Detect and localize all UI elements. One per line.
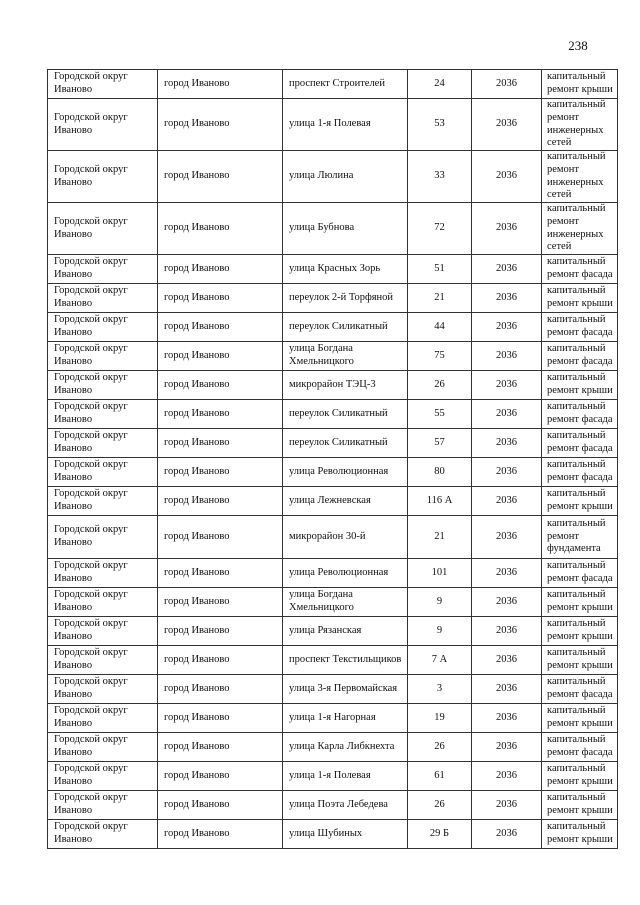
settlement-cell: город Иваново	[158, 400, 283, 429]
work-type-cell: капитальный ремонт крыши	[542, 487, 618, 516]
municipality-cell: Городской округ Иваново	[48, 516, 158, 559]
settlement-cell: город Иваново	[158, 313, 283, 342]
municipality-cell: Городской округ Иваново	[48, 791, 158, 820]
table-row	[48, 371, 618, 400]
municipality-cell: Городской округ Иваново	[48, 70, 158, 99]
house-number-cell: 72	[408, 203, 472, 255]
street-cell: улица Лежневская	[283, 487, 408, 516]
street-cell: улица 1-я Полевая	[283, 762, 408, 791]
table-row	[48, 400, 618, 429]
work-type-cell: капитальный ремонт крыши	[542, 704, 618, 733]
work-type-cell: капитальный ремонт фундамента	[542, 516, 618, 559]
municipality-cell: Городской округ Иваново	[48, 559, 158, 588]
settlement-cell: город Иваново	[158, 458, 283, 487]
municipality-cell: Городской округ Иваново	[48, 429, 158, 458]
table-row	[48, 458, 618, 487]
year-cell: 2036	[472, 646, 542, 675]
settlement-cell: город Иваново	[158, 588, 283, 617]
house-number-cell: 9	[408, 588, 472, 617]
work-type-cell: капитальный ремонт фасада	[542, 559, 618, 588]
year-cell: 2036	[472, 255, 542, 284]
settlement-cell: город Иваново	[158, 151, 283, 203]
municipality-cell: Городской округ Иваново	[48, 820, 158, 849]
table-row	[48, 151, 618, 203]
year-cell: 2036	[472, 588, 542, 617]
table-row	[48, 675, 618, 704]
municipality-cell: Городской округ Иваново	[48, 255, 158, 284]
house-number-cell: 51	[408, 255, 472, 284]
work-type-cell: капитальный ремонт фасада	[542, 429, 618, 458]
table-row	[48, 429, 618, 458]
settlement-cell: город Иваново	[158, 617, 283, 646]
year-cell: 2036	[472, 675, 542, 704]
house-number-cell: 75	[408, 342, 472, 371]
street-cell: улица Бубнова	[283, 203, 408, 255]
settlement-cell: город Иваново	[158, 733, 283, 762]
street-cell: проспект Текстильщиков	[283, 646, 408, 675]
work-type-cell: капитальный ремонт крыши	[542, 371, 618, 400]
settlement-cell: город Иваново	[158, 791, 283, 820]
year-cell: 2036	[472, 429, 542, 458]
street-cell: микрорайон ТЭЦ-3	[283, 371, 408, 400]
street-cell: улица Богдана Хмельницкого	[283, 588, 408, 617]
settlement-cell: город Иваново	[158, 429, 283, 458]
house-number-cell: 53	[408, 99, 472, 151]
year-cell: 2036	[472, 762, 542, 791]
table-row	[48, 791, 618, 820]
municipality-cell: Городской округ Иваново	[48, 458, 158, 487]
work-type-cell: капитальный ремонт крыши	[542, 820, 618, 849]
street-cell: улица Рязанская	[283, 617, 408, 646]
year-cell: 2036	[472, 516, 542, 559]
work-type-cell: капитальный ремонт крыши	[542, 617, 618, 646]
table-row	[48, 617, 618, 646]
table-row	[48, 99, 618, 151]
work-type-cell: капитальный ремонт фасада	[542, 458, 618, 487]
work-type-cell: капитальный ремонт инженерных сетей	[542, 99, 618, 151]
year-cell: 2036	[472, 313, 542, 342]
settlement-cell: город Иваново	[158, 203, 283, 255]
house-number-cell: 57	[408, 429, 472, 458]
house-number-cell: 26	[408, 371, 472, 400]
municipality-cell: Городской округ Иваново	[48, 588, 158, 617]
street-cell: улица Богдана Хмельницкого	[283, 342, 408, 371]
year-cell: 2036	[472, 371, 542, 400]
street-cell: проспект Строителей	[283, 70, 408, 99]
house-number-cell: 26	[408, 733, 472, 762]
table-row	[48, 516, 618, 559]
work-type-cell: капитальный ремонт инженерных сетей	[542, 151, 618, 203]
municipality-cell: Городской округ Иваново	[48, 733, 158, 762]
settlement-cell: город Иваново	[158, 487, 283, 516]
house-number-cell: 55	[408, 400, 472, 429]
year-cell: 2036	[472, 458, 542, 487]
year-cell: 2036	[472, 342, 542, 371]
year-cell: 2036	[472, 284, 542, 313]
settlement-cell: город Иваново	[158, 675, 283, 704]
work-type-cell: капитальный ремонт крыши	[542, 70, 618, 99]
settlement-cell: город Иваново	[158, 284, 283, 313]
house-number-cell: 61	[408, 762, 472, 791]
street-cell: улица Люлина	[283, 151, 408, 203]
work-type-cell: капитальный ремонт инженерных сетей	[542, 203, 618, 255]
street-cell: улица Революционная	[283, 559, 408, 588]
table-row	[48, 646, 618, 675]
work-type-cell: капитальный ремонт крыши	[542, 791, 618, 820]
table-row	[48, 342, 618, 371]
street-cell: переулок 2-й Торфяной	[283, 284, 408, 313]
work-type-cell: капитальный ремонт крыши	[542, 588, 618, 617]
year-cell: 2036	[472, 733, 542, 762]
work-type-cell: капитальный ремонт фасада	[542, 342, 618, 371]
work-type-cell: капитальный ремонт крыши	[542, 284, 618, 313]
house-number-cell: 24	[408, 70, 472, 99]
table-row	[48, 255, 618, 284]
work-type-cell: капитальный ремонт фасада	[542, 733, 618, 762]
table-row	[48, 284, 618, 313]
work-type-cell: капитальный ремонт фасада	[542, 255, 618, 284]
municipality-cell: Городской округ Иваново	[48, 284, 158, 313]
settlement-cell: город Иваново	[158, 820, 283, 849]
table-row	[48, 588, 618, 617]
house-number-cell: 101	[408, 559, 472, 588]
street-cell: переулок Силикатный	[283, 400, 408, 429]
table-row	[48, 70, 618, 99]
street-cell: улица Красных Зорь	[283, 255, 408, 284]
house-number-cell: 9	[408, 617, 472, 646]
page-number: 238	[568, 38, 588, 53]
house-number-cell: 21	[408, 284, 472, 313]
year-cell: 2036	[472, 70, 542, 99]
table-row	[48, 733, 618, 762]
year-cell: 2036	[472, 400, 542, 429]
street-cell: улица Шубиных	[283, 820, 408, 849]
street-cell: микрорайон 30-й	[283, 516, 408, 559]
table-row	[48, 559, 618, 588]
settlement-cell: город Иваново	[158, 371, 283, 400]
municipality-cell: Городской округ Иваново	[48, 342, 158, 371]
municipality-cell: Городской округ Иваново	[48, 487, 158, 516]
house-number-cell: 26	[408, 791, 472, 820]
municipality-cell: Городской округ Иваново	[48, 99, 158, 151]
settlement-cell: город Иваново	[158, 704, 283, 733]
table-row	[48, 820, 618, 849]
settlement-cell: город Иваново	[158, 762, 283, 791]
house-number-cell: 3	[408, 675, 472, 704]
work-type-cell: капитальный ремонт фасада	[542, 400, 618, 429]
municipality-cell: Городской округ Иваново	[48, 704, 158, 733]
work-type-cell: капитальный ремонт фасада	[542, 675, 618, 704]
municipality-cell: Городской округ Иваново	[48, 762, 158, 791]
table-row	[48, 704, 618, 733]
street-cell: улица Поэта Лебедева	[283, 791, 408, 820]
house-number-cell: 29 Б	[408, 820, 472, 849]
settlement-cell: город Иваново	[158, 342, 283, 371]
municipality-cell: Городской округ Иваново	[48, 675, 158, 704]
street-cell: улица 3-я Первомайская	[283, 675, 408, 704]
municipality-cell: Городской округ Иваново	[48, 313, 158, 342]
street-cell: улица 1-я Нагорная	[283, 704, 408, 733]
table-row	[48, 762, 618, 791]
year-cell: 2036	[472, 820, 542, 849]
settlement-cell: город Иваново	[158, 559, 283, 588]
year-cell: 2036	[472, 559, 542, 588]
year-cell: 2036	[472, 617, 542, 646]
settlement-cell: город Иваново	[158, 70, 283, 99]
year-cell: 2036	[472, 487, 542, 516]
house-number-cell: 33	[408, 151, 472, 203]
year-cell: 2036	[472, 99, 542, 151]
work-type-cell: капитальный ремонт фасада	[542, 313, 618, 342]
settlement-cell: город Иваново	[158, 99, 283, 151]
house-number-cell: 44	[408, 313, 472, 342]
municipality-cell: Городской округ Иваново	[48, 617, 158, 646]
settlement-cell: город Иваново	[158, 646, 283, 675]
street-cell: улица 1-я Полевая	[283, 99, 408, 151]
repair-schedule-table	[47, 69, 618, 849]
year-cell: 2036	[472, 791, 542, 820]
table-row	[48, 313, 618, 342]
house-number-cell: 116 А	[408, 487, 472, 516]
street-cell: переулок Силикатный	[283, 429, 408, 458]
municipality-cell: Городской округ Иваново	[48, 646, 158, 675]
table-body	[48, 70, 618, 849]
work-type-cell: капитальный ремонт крыши	[542, 646, 618, 675]
municipality-cell: Городской округ Иваново	[48, 400, 158, 429]
settlement-cell: город Иваново	[158, 516, 283, 559]
year-cell: 2036	[472, 151, 542, 203]
year-cell: 2036	[472, 203, 542, 255]
municipality-cell: Городской округ Иваново	[48, 203, 158, 255]
street-cell: улица Революционная	[283, 458, 408, 487]
house-number-cell: 21	[408, 516, 472, 559]
municipality-cell: Городской округ Иваново	[48, 371, 158, 400]
table-row	[48, 487, 618, 516]
house-number-cell: 19	[408, 704, 472, 733]
municipality-cell: Городской округ Иваново	[48, 151, 158, 203]
street-cell: переулок Силикатный	[283, 313, 408, 342]
house-number-cell: 7 А	[408, 646, 472, 675]
year-cell: 2036	[472, 704, 542, 733]
settlement-cell: город Иваново	[158, 255, 283, 284]
table-row	[48, 203, 618, 255]
house-number-cell: 80	[408, 458, 472, 487]
street-cell: улица Карла Либкнехта	[283, 733, 408, 762]
work-type-cell: капитальный ремонт крыши	[542, 762, 618, 791]
